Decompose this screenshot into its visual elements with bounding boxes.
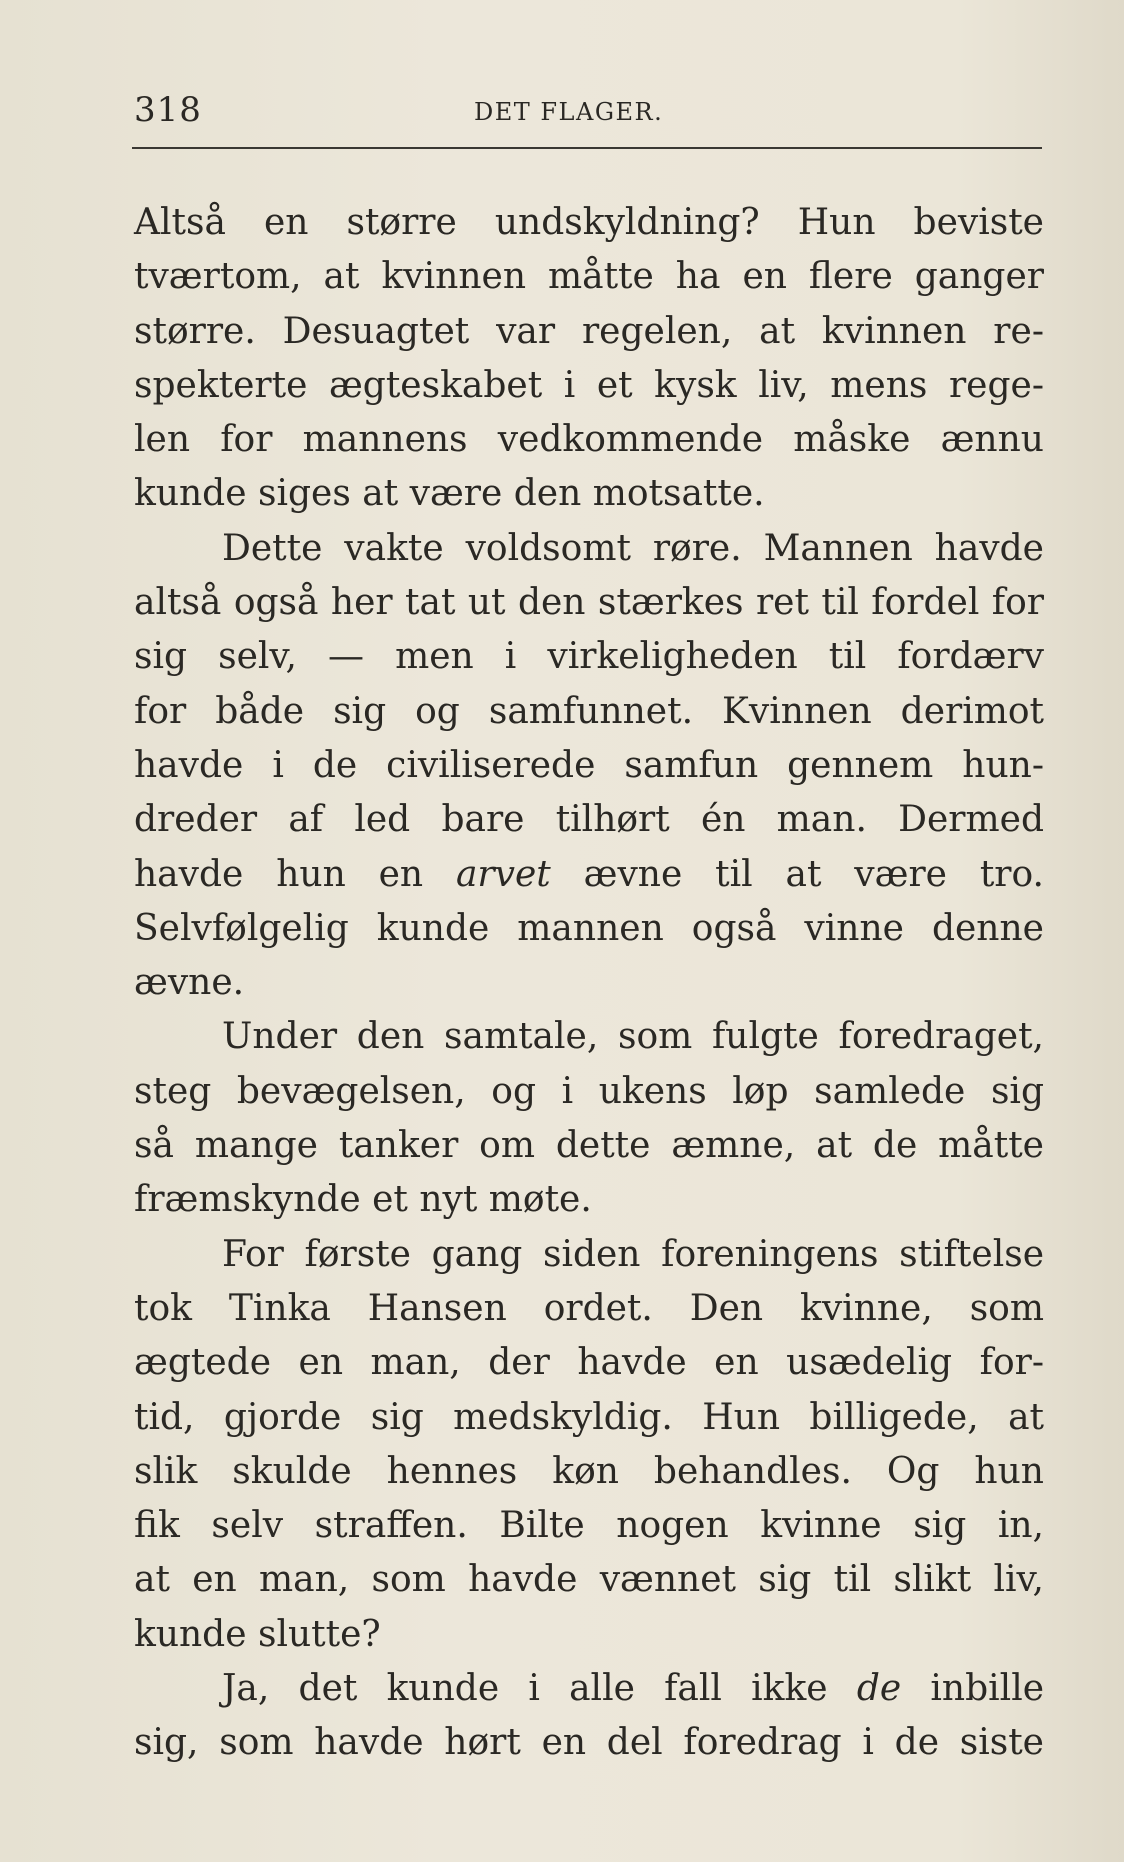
italic-word: arvet (455, 853, 551, 895)
text-line: dreder af led bare tilhørt én man. Dermed (134, 799, 1044, 841)
text-line: større. Desuagtet var regelen, at kvinnen re- (134, 310, 1044, 352)
text-line: fik selv straffen. Bilte nogen kvinne sig in, (134, 1505, 1044, 1547)
page-header (134, 90, 1040, 140)
text-line: at en man, som havde vænnet sig til slikt liv, (134, 1559, 1044, 1601)
italic-word: de (856, 1668, 902, 1710)
text-line: så mange tanker om dette æmne, at de måtte (134, 1125, 1044, 1167)
body-text (134, 196, 1044, 1771)
text-line: Altså en større undskyldning? Hun beviste (134, 202, 1044, 243)
text-line: for både sig og samfunnet. Kvinnen derimot (134, 690, 1044, 732)
text-line: tok Tinka Hansen ordet. Den kvinne, som (134, 1287, 1044, 1329)
text-line: sig, som havde hørt en del foredrag i de siste (134, 1722, 1044, 1764)
text-line: Selvfølgelig kunde mannen også vinne denne (134, 907, 1044, 949)
text-segment: inbille (930, 1668, 1045, 1710)
text-line-mixed (134, 1662, 1044, 1716)
text-line: tværtom, at kvinnen måtte ha en flere ganger (134, 256, 1044, 298)
text-line: Under den samtale, som fulgte foredraget, (222, 1016, 1044, 1058)
text-line: For første gang siden foreningens stiftelse (222, 1233, 1044, 1275)
running-title: DET FLAGER. (474, 98, 664, 126)
text-line: steg bevægelsen, og i ukens løp samlede sig (134, 1070, 1044, 1112)
text-line: fræmskynde et nyt møte. (134, 1179, 592, 1221)
text-line: tid, gjorde sig medskyldig. Hun billigede, at (134, 1396, 1044, 1438)
text-line: ævne. (134, 962, 245, 1004)
text-line: havde i de civiliserede samfun gennem hun- (134, 744, 1044, 786)
text-line: altså også her tat ut den stærkes ret til fordel for (134, 582, 1044, 624)
text-line: spekterte ægteskabet i et kysk liv, mens rege- (134, 364, 1044, 406)
text-line: sig selv, — men i virkeligheden til fordærv (134, 636, 1044, 678)
text-segment: ævne til at være tro. (583, 853, 1044, 895)
text-line: Dette vakte voldsomt røre. Mannen havde (222, 527, 1044, 569)
text-line-mixed (134, 848, 1044, 902)
text-segment: havde hun en (134, 853, 424, 895)
text-line: kunde slutte? (134, 1613, 381, 1655)
header-rule (132, 147, 1042, 149)
text-line: kunde siges at være den motsatte. (134, 473, 765, 515)
text-line: len for mannens vedkommende måske ænnu (134, 419, 1044, 461)
text-line: ægtede en man, der havde en usædelig for- (134, 1342, 1044, 1384)
page-number: 318 (134, 90, 202, 130)
text-segment: Ja, det kunde i alle fall ikke (222, 1668, 828, 1710)
text-line: slik skulde hennes køn behandles. Og hun (134, 1450, 1044, 1492)
